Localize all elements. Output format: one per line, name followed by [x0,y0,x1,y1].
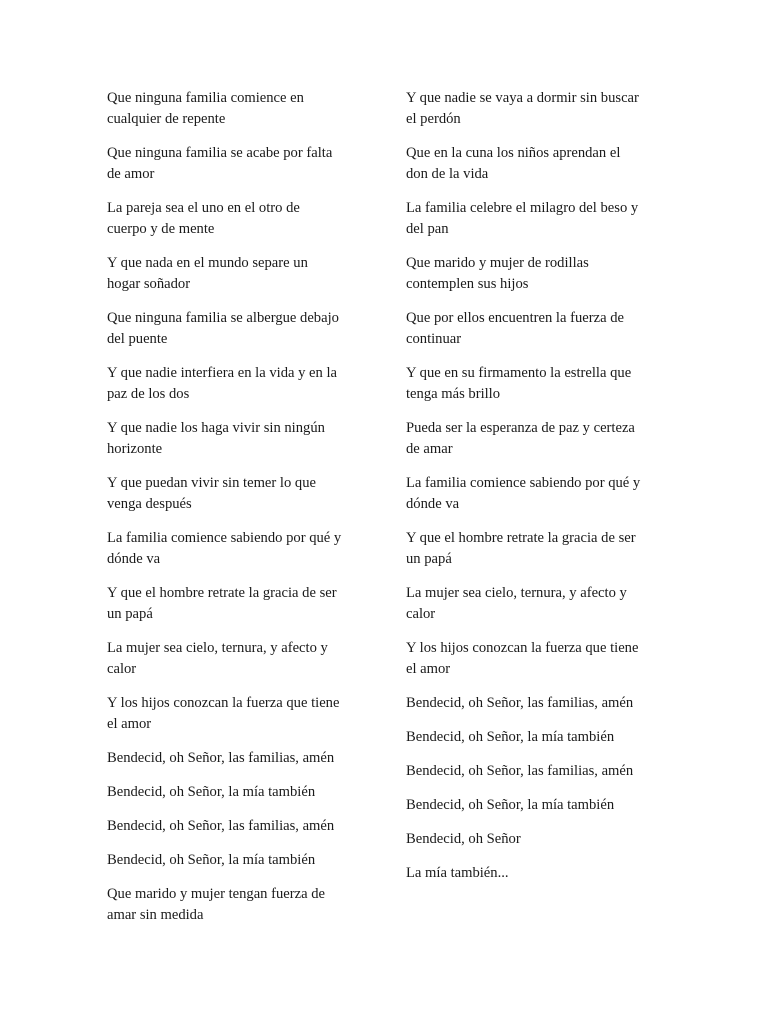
lyric-line: La familia comience sabiendo por qué y [406,475,641,491]
stanza [107,143,382,185]
lyric-line: un papá [107,606,153,622]
lyric-line: Que ninguna familia se acabe por falta [107,145,333,161]
stanza [406,761,676,782]
lyric-line: continuar [406,331,462,347]
lyric-line: Que marido y mujer tengan fuerza de [107,886,326,902]
lyric-line: Bendecid, oh Señor, las familias, amén [107,818,335,834]
lyric-line: contemplen sus hijos [406,276,529,292]
stanza [107,198,382,240]
stanza [406,88,676,130]
lyric-line: tenga más brillo [406,386,501,402]
lyric-line: Que ninguna familia se albergue debajo [107,310,339,326]
stanza [406,363,676,405]
stanza [406,473,676,515]
lyric-line: La pareja sea el uno en el otro de [107,200,300,216]
lyric-line: de amar [406,441,453,457]
stanza [406,198,676,240]
stanza [107,418,382,460]
lyric-line: La familia comience sabiendo por qué y [107,530,342,546]
lyric-line: Bendecid, oh Señor, la mía también [406,797,615,813]
stanza [107,850,382,871]
stanza [107,748,382,769]
lyric-line: Que por ellos encuentren la fuerza de [406,310,624,326]
lyric-line: La familia celebre el milagro del beso y [406,200,639,216]
lyric-line: hogar soñador [107,276,191,292]
lyric-line: Bendecid, oh Señor, las familias, amén [406,763,634,779]
lyric-line: cualquier de repente [107,111,226,127]
stanza [406,727,676,748]
stanza [107,693,382,735]
lyric-line: Y que el hombre retrate la gracia de ser [406,530,636,546]
lyric-line: calor [107,661,137,677]
lyric-line: Y que el hombre retrate la gracia de ser [107,585,337,601]
stanza [406,829,676,850]
lyric-line: cuerpo y de mente [107,221,215,237]
stanza [107,638,382,680]
stanza [107,884,382,926]
lyric-line: Bendecid, oh Señor, la mía también [107,784,316,800]
lyric-line: de amor [107,166,155,182]
stanza [406,638,676,680]
lyric-line: Y que puedan vivir sin temer lo que [107,475,316,491]
stanza [406,583,676,625]
lyric-line: del puente [107,331,168,347]
lyrics-column-left [107,88,382,939]
stanza [107,88,382,130]
stanza [107,363,382,405]
stanza [406,308,676,350]
stanza [107,253,382,295]
lyric-line: dónde va [107,551,161,567]
lyric-line: Bendecid, oh Señor, las familias, amén [406,695,634,711]
stanza [107,473,382,515]
lyric-line: Que en la cuna los niños aprendan el [406,145,621,161]
lyric-line: el amor [107,716,152,732]
lyric-line: el amor [406,661,451,677]
lyric-line: Y que nada en el mundo separe un [107,255,308,271]
lyric-line: La mía también... [406,865,509,881]
stanza [406,253,676,295]
stanza [406,863,676,884]
lyric-line: horizonte [107,441,163,457]
lyric-line: Bendecid, oh Señor, la mía también [107,852,316,868]
lyric-line: venga después [107,496,192,512]
lyric-line: Y los hijos conozcan la fuerza que tiene [406,640,639,656]
lyric-line: Y que en su firmamento la estrella que [406,365,632,381]
stanza [406,693,676,714]
lyric-line: del pan [406,221,449,237]
stanza [107,816,382,837]
lyric-line: Que marido y mujer de rodillas [406,255,589,271]
lyric-line: el perdón [406,111,461,127]
stanza [406,528,676,570]
lyric-line: don de la vida [406,166,489,182]
lyric-line: un papá [406,551,452,567]
lyric-line: amar sin medida [107,907,204,923]
lyric-line: Y que nadie los haga vivir sin ningún [107,420,325,436]
stanza [406,795,676,816]
lyric-line: Bendecid, oh Señor, la mía también [406,729,615,745]
lyric-line: Que ninguna familia comience en [107,90,304,106]
stanza [406,418,676,460]
lyric-line: Pueda ser la esperanza de paz y certeza [406,420,635,436]
lyric-line: paz de los dos [107,386,190,402]
lyric-line: calor [406,606,436,622]
lyric-line: Bendecid, oh Señor [406,831,521,847]
lyric-line: Y que nadie interfiera en la vida y en la [107,365,338,381]
lyric-line: La mujer sea cielo, ternura, y afecto y [107,640,328,656]
stanza [107,528,382,570]
stanza [107,782,382,803]
stanza [107,308,382,350]
stanza [406,143,676,185]
lyric-line: Y que nadie se vaya a dormir sin buscar [406,90,639,106]
lyric-line: Bendecid, oh Señor, las familias, amén [107,750,335,766]
lyric-line: La mujer sea cielo, ternura, y afecto y [406,585,627,601]
lyric-line: dónde va [406,496,460,512]
lyric-line: Y los hijos conozcan la fuerza que tiene [107,695,340,711]
lyrics-column-right [406,88,676,897]
stanza [107,583,382,625]
